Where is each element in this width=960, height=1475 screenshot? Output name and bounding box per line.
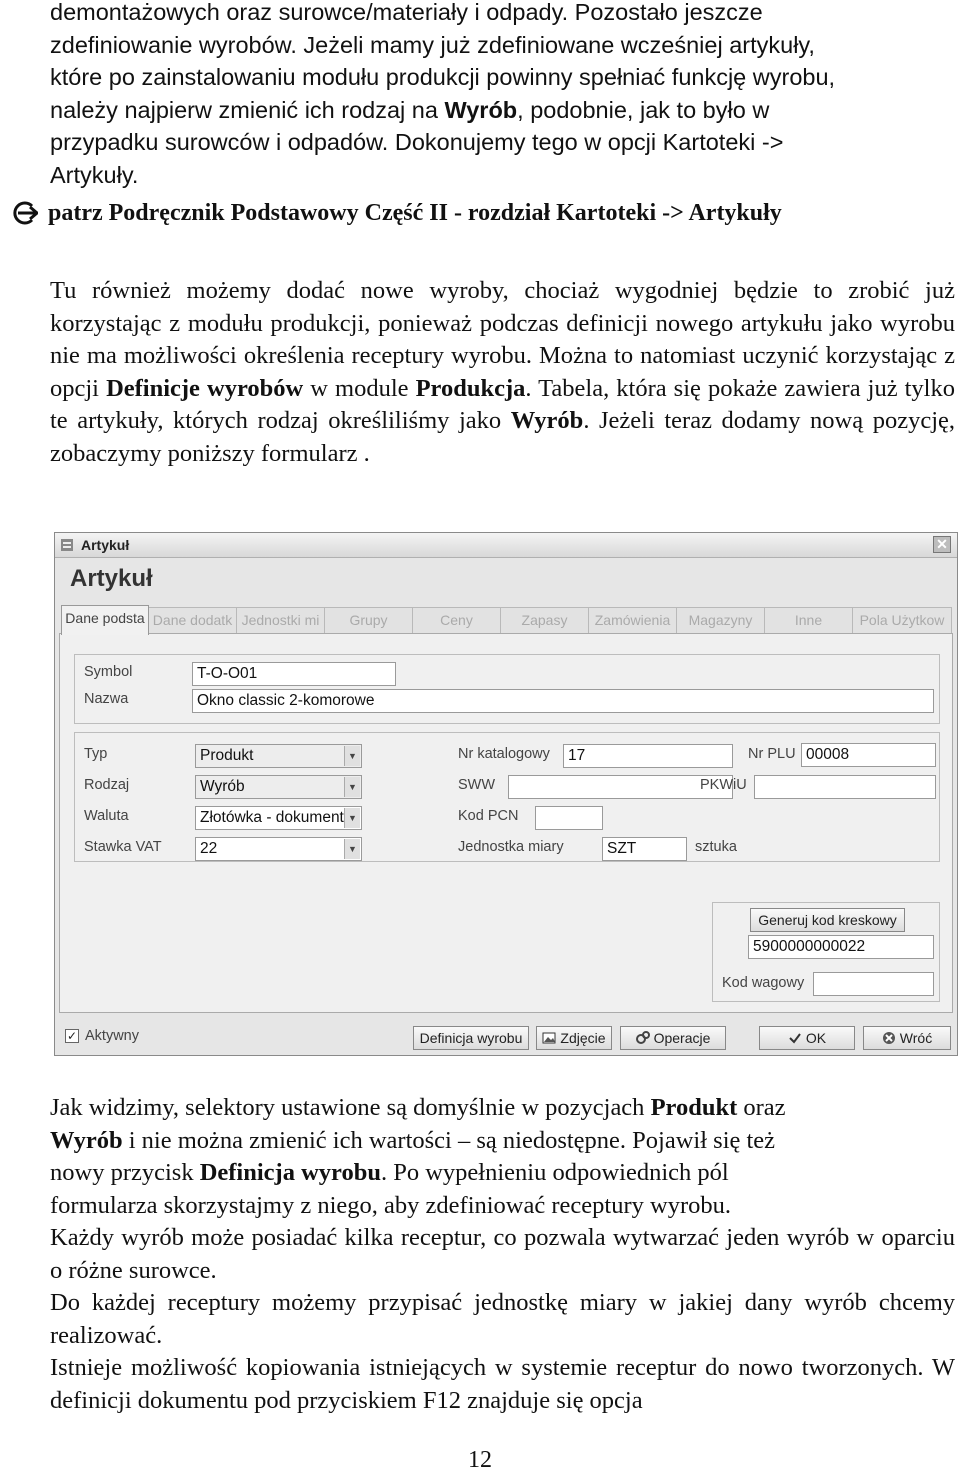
paragraph-recipes: Każdy wyrób może posiadać kilka receptur, co pozwala wytwarzać jeden wyrób w oparciu o różne surowce. — [50, 1224, 955, 1284]
dialog-header: Artykuł — [70, 565, 153, 592]
text: oraz — [737, 1094, 786, 1121]
stawka-vat-value: 22 — [200, 840, 218, 857]
tab-panel — [59, 633, 953, 1013]
bold-term: Wyrób — [510, 407, 584, 434]
nr-plu-field[interactable]: 00008 — [801, 743, 936, 767]
ok-label: OK — [805, 1030, 827, 1046]
paragraph-copying: Istnieje możliwość kopiowania istniejących w systemie receptur do nowo tworzonych. W definicji dokumentu pod przyciskiem F12 znajduje się opcja — [50, 1354, 955, 1414]
bold-term: Produkt — [650, 1094, 738, 1121]
intro-paragraph — [50, 0, 955, 191]
generate-barcode-button[interactable]: Generuj kod kreskowy — [750, 908, 905, 932]
jednostka-miary-field[interactable]: SZT — [602, 837, 687, 861]
sww-label: SWW — [458, 777, 496, 793]
chevron-down-icon: ▼ — [344, 746, 360, 766]
paragraph-units: Do każdej receptury możemy przypisać jednostkę miary w jakiej dany wyrób chcemy realizować. — [50, 1289, 955, 1349]
kod-wagowy-field[interactable] — [813, 972, 934, 996]
page-number: 12 — [468, 1447, 492, 1473]
bold-term: Definicje wyrobów — [106, 374, 304, 402]
jednostka-miary-label: Jednostka miary — [458, 839, 564, 855]
close-button[interactable]: ✕ — [933, 536, 951, 553]
dialog-titlebar — [55, 533, 957, 558]
text: przypadku surowców i odpadów. Dokonujemy tego w opcji Kartoteki -> — [50, 129, 784, 155]
text: zdefiniowanie wyrobów. Jeżeli mamy już zdefiniowane wcześniej artykuły, — [50, 31, 815, 58]
tab-zapasy[interactable]: Zapasy — [500, 607, 589, 633]
operacje-button[interactable] — [620, 1026, 726, 1050]
text: formularza skorzystajmy z niego, aby zdefiniować receptury wyrobu. — [50, 1191, 731, 1219]
rodzaj-value: Wyrób — [200, 778, 245, 795]
gears-icon — [636, 1031, 650, 1045]
tab-bar — [59, 605, 957, 633]
kod-pcn-label: Kod PCN — [458, 808, 519, 824]
tab-jednostki-miary[interactable]: Jednostki mi — [236, 607, 325, 633]
waluta-label: Waluta — [84, 808, 129, 824]
nr-katalogowy-label: Nr katalogowy — [458, 746, 550, 762]
stawka-vat-label: Stawka VAT — [84, 839, 162, 855]
pkwiu-field[interactable] — [754, 775, 936, 799]
rodzaj-select[interactable] — [195, 775, 362, 799]
symbol-label: Symbol — [84, 664, 133, 680]
tab-grupy[interactable]: Grupy — [324, 607, 413, 633]
nazwa-field[interactable]: Okno classic 2-komorowe — [192, 689, 934, 713]
chevron-down-icon: ▼ — [344, 808, 360, 828]
check-icon — [788, 1031, 802, 1045]
kod-pcn-field[interactable] — [535, 806, 603, 830]
wroc-button[interactable] — [863, 1026, 951, 1050]
bold-term: Wyrób — [444, 96, 518, 123]
text: . Po wypełnieniu odpowiednich pól — [380, 1159, 729, 1186]
jednostka-nazwa: sztuka — [695, 839, 737, 855]
text: i nie można zmienić ich wartości – są niedostępne. Pojawił się też — [122, 1126, 776, 1154]
nr-katalogowy-field[interactable]: 17 — [563, 744, 733, 768]
bold-term: Definicja wyrobu — [199, 1159, 381, 1186]
text: Artykuły. — [50, 161, 139, 188]
text: należy najpierw zmienić ich rodzaj na — [50, 96, 445, 123]
tab-inne[interactable]: Inne — [764, 607, 853, 633]
text: które po zainstalowaniu modułu produkcji powinny spełniać funkcję wyrobu, — [50, 64, 836, 90]
zdjecie-button[interactable] — [536, 1026, 612, 1050]
stawka-vat-select[interactable] — [195, 837, 362, 861]
aktywny-label: Aktywny — [85, 1028, 139, 1044]
text: Tu również możemy dodać nowe wyroby, chociaż wygodniej będzie to zrobić już korzystając z modułu produkcji, ponieważ podczas definicji nowego artykułu jako wyrobu nie ma możliwości określenia receptury wyrobu. Można to natomiast uczynić korzystając z opcji — [50, 277, 955, 402]
text: , podobnie, jak to było w — [517, 96, 770, 123]
text: Jak widzimy, selektory ustawione są domyślnie w pozycjach — [50, 1094, 651, 1121]
bold-term: Wyrób — [50, 1126, 123, 1154]
dialog-title: Artykuł — [81, 537, 130, 553]
arrow-right-circle-icon — [10, 199, 38, 227]
text: . Tabela, która się pokaże zawiera już tylko te artykuły, których rodzaj określiliśmy jako — [50, 374, 955, 434]
tab-magazyny[interactable]: Magazyny — [676, 607, 765, 633]
chevron-down-icon: ▼ — [344, 777, 360, 797]
reference-text: patrz Podręcznik Podstawowy Część II - rozdział Kartoteki -> Artykuły — [48, 200, 782, 226]
text: nowy przycisk — [50, 1159, 200, 1186]
pkwiu-label: PKWiU — [700, 777, 747, 793]
nr-plu-label: Nr PLU — [748, 746, 796, 762]
zdjecie-label: Zdjęcie — [560, 1030, 606, 1046]
reference-note — [0, 197, 960, 237]
symbol-field[interactable]: T-O-O01 — [192, 662, 396, 686]
waluta-value: Złotówka - dokument — [200, 809, 344, 826]
typ-label: Typ — [84, 746, 108, 762]
rodzaj-label: Rodzaj — [84, 777, 130, 793]
barcode-field[interactable]: 5900000000022 — [748, 935, 934, 959]
tab-pola-uzytkownika[interactable]: Pola Użytkow — [852, 607, 952, 633]
text: . Jeżeli teraz dodamy nową pozycję, zobaczymy poniższy formularz . — [50, 407, 955, 467]
cancel-icon — [882, 1031, 896, 1045]
kod-wagowy-label: Kod wagowy — [722, 975, 805, 991]
tab-zamowienia[interactable]: Zamówienia — [588, 607, 677, 633]
paragraph-selectors — [50, 1092, 955, 1222]
tab-dane-podstawowe[interactable]: Dane podsta — [61, 605, 149, 635]
article-dialog — [54, 532, 958, 1056]
definicja-wyrobu-label: Definicja wyrobu — [419, 1030, 523, 1046]
text: demontażowych oraz surowce/materiały i odpady. Pozostało jeszcze — [50, 0, 763, 25]
window-icon — [60, 538, 74, 552]
text: w module — [303, 374, 416, 402]
ok-button[interactable] — [759, 1026, 855, 1050]
tab-dane-dodatkowe[interactable]: Dane dodatk — [148, 607, 237, 633]
nazwa-label: Nazwa — [84, 691, 129, 707]
definicja-wyrobu-button[interactable] — [413, 1026, 529, 1050]
bold-term: Produkcja — [415, 374, 526, 402]
wroc-label: Wróć — [899, 1030, 933, 1046]
typ-select[interactable] — [195, 744, 362, 768]
tab-ceny[interactable]: Ceny — [412, 607, 501, 633]
waluta-select[interactable] — [195, 806, 362, 830]
paragraph-new-products — [50, 275, 955, 470]
chevron-down-icon: ▼ — [344, 839, 360, 859]
aktywny-checkbox[interactable]: ✓ — [66, 1029, 78, 1043]
picture-icon — [542, 1031, 556, 1045]
typ-value: Produkt — [200, 747, 254, 764]
operacje-label: Operacje — [653, 1030, 711, 1046]
